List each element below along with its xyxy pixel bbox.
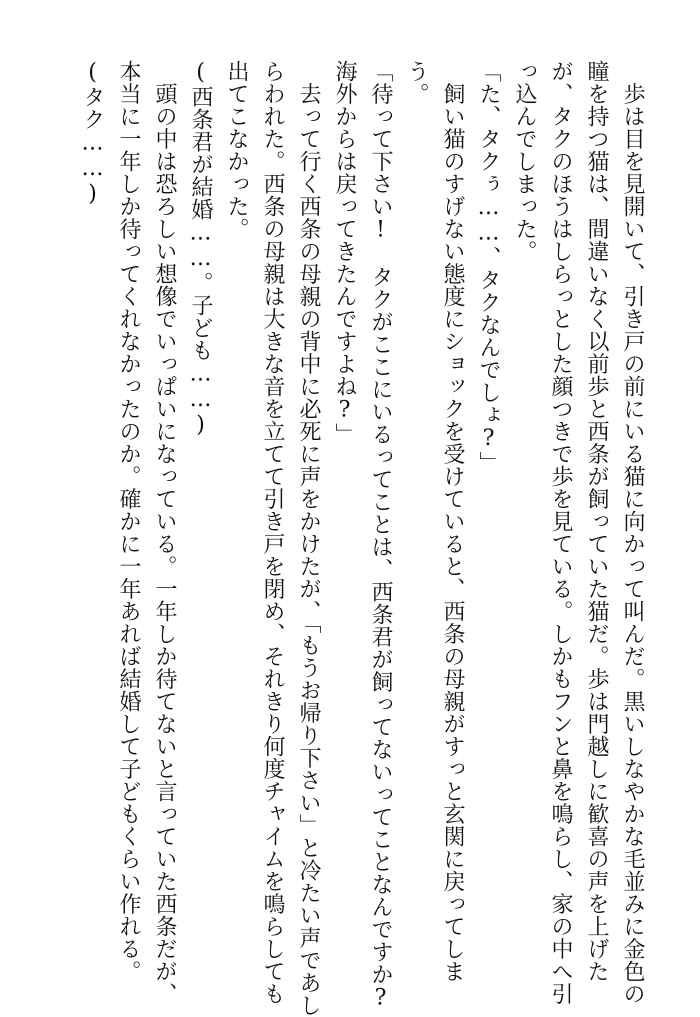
text-line: 飼い猫のすげない態度にショックを受けていると、西条の母親がすっと玄関に戻ってしま — [440, 60, 465, 983]
text-line: 瞳を持つ猫は、間違いなく以前歩と西条が飼っていた猫だ。歩は門越しに歓喜の声を上げた — [584, 60, 609, 983]
text-line: 「た、タクぅ……、タクなんでしょ?」 — [476, 60, 501, 474]
text-line: (タク……) — [80, 60, 105, 207]
text-line: 本当に一年しか待ってくれなかったのか。確かに一年あれば結婚して子どもくらい作れる。 — [116, 60, 141, 983]
text-line: 出てこなかった。 — [224, 60, 249, 240]
text-line: が、タクのほうはしらっとした顔つきで歩を見ている。しかもフンと鼻を鳴らし、家の中へ引 — [548, 60, 573, 1005]
text-line: 海外からは戻ってきたんですよね?」 — [332, 60, 357, 446]
text-line: っ込んでしまった。 — [512, 60, 537, 263]
text-line: 去って行く西条の母親の背中に必死に声をかけたが、「もうお帰り下さい」と冷たい声であし — [296, 60, 321, 1017]
text-line: 頭の中は恐ろしい想像でいっぱいになっている。一年しか待てないと言っていた西条だが、 — [152, 60, 177, 1005]
text-line: らわれた。西条の母親は大きな音を立てて引き戸を閉め、それきり何度チャイムを鳴らしても — [260, 60, 285, 1005]
text-line: 「待って下さい! タクがここにいるってことは、西条君が飼ってないってことなんですか? — [368, 60, 393, 1011]
text-line: う。 — [404, 60, 429, 105]
text-line: 歩は目を見開いて、引き戸の前にいる猫に向かって叫んだ。黒いしなやかな毛並みに金色の — [620, 60, 645, 1005]
text-line: (西条君が結婚……。子ども……) — [188, 60, 213, 438]
